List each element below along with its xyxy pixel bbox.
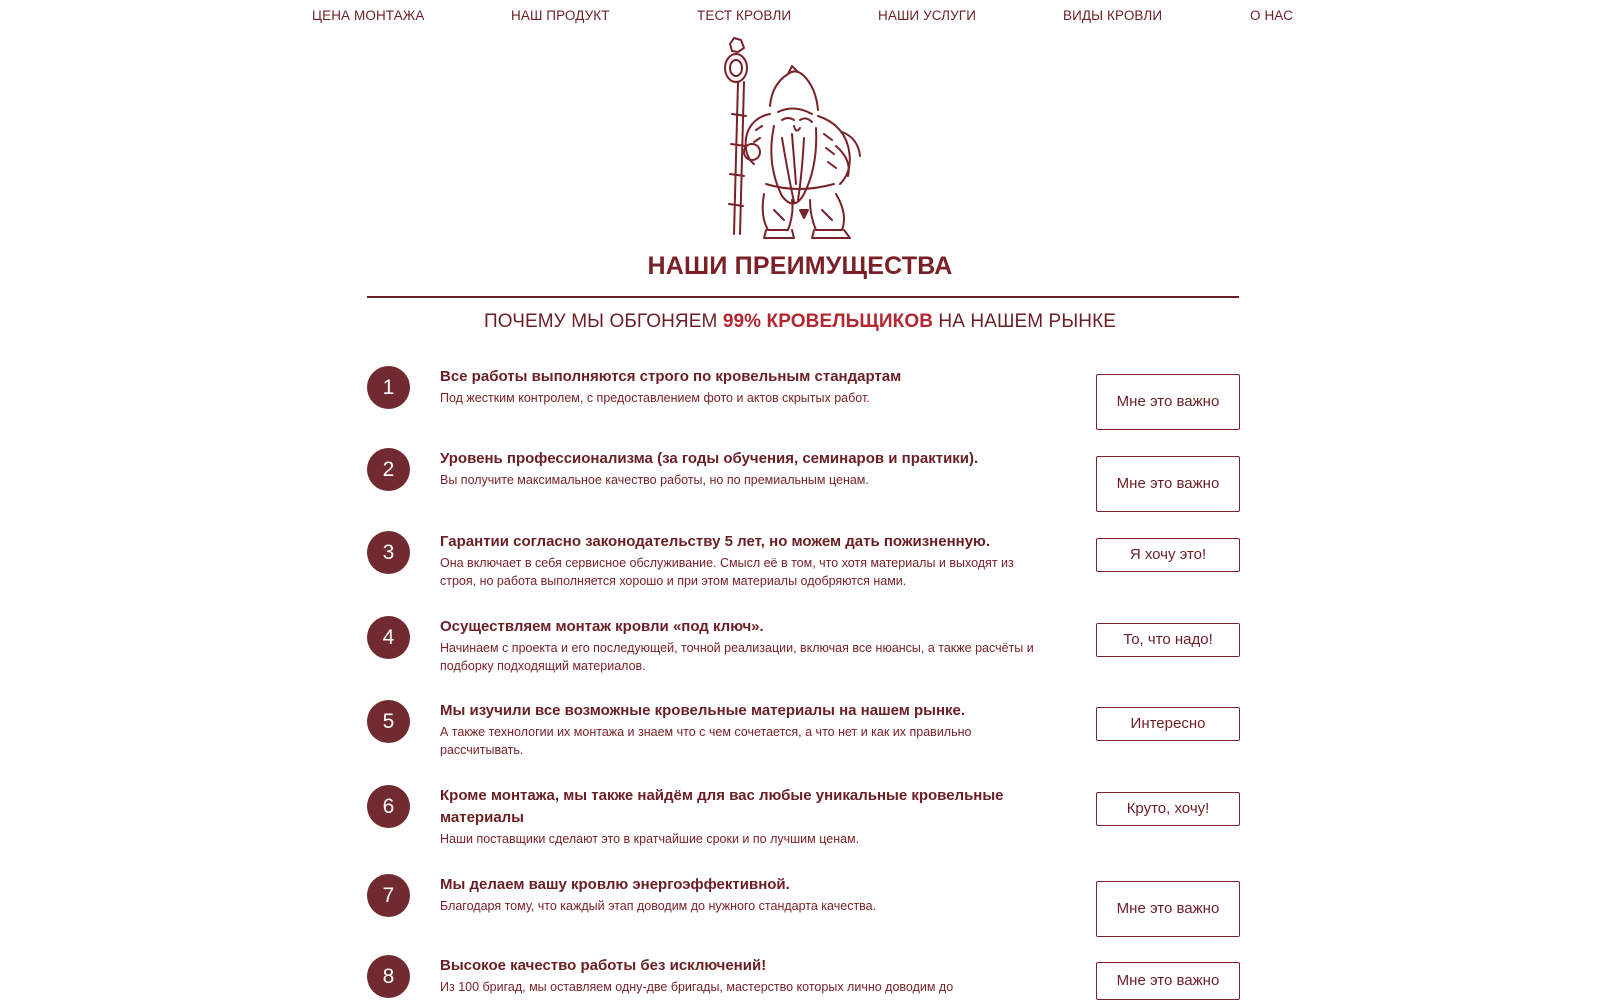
- advantage-description: Наши поставщики сделают это в кратчайшие сроки и по лучшим ценам.: [440, 832, 860, 846]
- advantage-text: [440, 955, 1050, 996]
- section-divider: [367, 296, 1239, 298]
- top-navigation: [0, 0, 1600, 34]
- advantage-title: Высокое качество работы без исключений!: [440, 957, 767, 974]
- section-subtitle: [0, 311, 1600, 333]
- advantage-title: Кроме монтажа, мы также найдём для вас любые уникальные кровельные материалы: [440, 787, 1004, 826]
- nav-link-roof-types[interactable]: ВИДЫ КРОВЛИ: [1063, 8, 1163, 23]
- advantage-text: [440, 366, 1050, 407]
- advantage-description: Благодаря тому, что каждый этап доводим до нужного стандарта качества.: [440, 899, 877, 913]
- advantage-description: Из 100 бригад, мы оставляем одну-две бригады, мастерство которых лично доводим до: [440, 980, 954, 994]
- advantage-button[interactable]: Мне это важно: [1096, 456, 1240, 512]
- advantage-text: [440, 616, 1050, 675]
- nav-link-installation-price[interactable]: ЦЕНА МОНТАЖА: [312, 8, 425, 23]
- subtitle-accent: 99% КРОВЕЛЬЩИКОВ: [722, 311, 934, 332]
- nav-link-roof-test[interactable]: ТЕСТ КРОВЛИ: [697, 8, 792, 23]
- nav-link-our-services[interactable]: НАШИ УСЛУГИ: [878, 8, 977, 23]
- section-title: НАШИ ПРЕИМУЩЕСТВА: [647, 252, 953, 280]
- advantage-button[interactable]: Круто, хочу!: [1096, 792, 1240, 826]
- advantage-button[interactable]: Интересно: [1096, 707, 1240, 741]
- number-badge: 4: [367, 616, 410, 659]
- number-badge: 2: [367, 448, 410, 491]
- advantage-title: Гарантии согласно законодательству 5 лет, но можем дать пожизненную.: [440, 533, 991, 550]
- number-badge: 6: [367, 785, 410, 828]
- dwarf-with-staff-illustration: [708, 34, 880, 244]
- advantage-button[interactable]: Я хочу это!: [1096, 538, 1240, 572]
- number-badge: 5: [367, 700, 410, 743]
- advantage-title: Мы изучили все возможные кровельные материалы на нашем рынке.: [440, 702, 966, 719]
- nav-link-about-us[interactable]: О НАС: [1250, 8, 1293, 23]
- number-badge: 8: [367, 955, 410, 998]
- advantage-text: [440, 874, 1050, 915]
- advantage-description: Начинаем с проекта и его последующей, точной реализации, включая все нюансы, а также расчёты и подборку подходящий материалов.: [440, 641, 1034, 673]
- advantage-text: [440, 448, 1050, 489]
- advantage-title: Все работы выполняются строго по кровельным стандартам: [440, 368, 902, 385]
- advantage-title: Мы делаем вашу кровлю энергоэффективной.: [440, 876, 790, 893]
- advantage-description: Под жестким контролем, с предоставлением фото и актов скрытых работ.: [440, 391, 870, 405]
- advantage-description: Она включает в себя сервисное обслуживание. Смысл её в том, что хотя материалы и выходят из строя, но работа выполняется хорошо и при этом материалы одобряются нами.: [440, 556, 1014, 588]
- nav-link-our-product[interactable]: НАШ ПРОДУКТ: [511, 8, 610, 23]
- number-badge: 1: [367, 366, 410, 409]
- number-badge: 7: [367, 874, 410, 917]
- advantage-text: [440, 531, 1050, 590]
- advantage-title: Осуществляем монтаж кровли «под ключ».: [440, 618, 764, 635]
- advantage-text: [440, 700, 1050, 759]
- number-badge: 3: [367, 531, 410, 574]
- advantage-button[interactable]: Мне это важно: [1096, 881, 1240, 937]
- subtitle-prefix: ПОЧЕМУ МЫ ОБГОНЯЕМ: [483, 311, 723, 332]
- advantage-description: А также технологии их монтажа и знаем что с чем сочетается, а что нет и как их правильно рассчитывать.: [440, 725, 972, 757]
- advantage-title: Уровень профессионализма (за годы обучения, семинаров и практики).: [440, 450, 979, 467]
- advantage-button[interactable]: Мне это важно: [1096, 374, 1240, 430]
- advantage-button[interactable]: Мне это важно: [1096, 962, 1240, 1000]
- advantage-button[interactable]: То, что надо!: [1096, 623, 1240, 657]
- advantage-text: [440, 785, 1050, 848]
- advantage-description: Вы получите максимальное качество работы, но по премиальным ценам.: [440, 473, 869, 487]
- subtitle-suffix: НА НАШЕМ РЫНКЕ: [933, 311, 1117, 332]
